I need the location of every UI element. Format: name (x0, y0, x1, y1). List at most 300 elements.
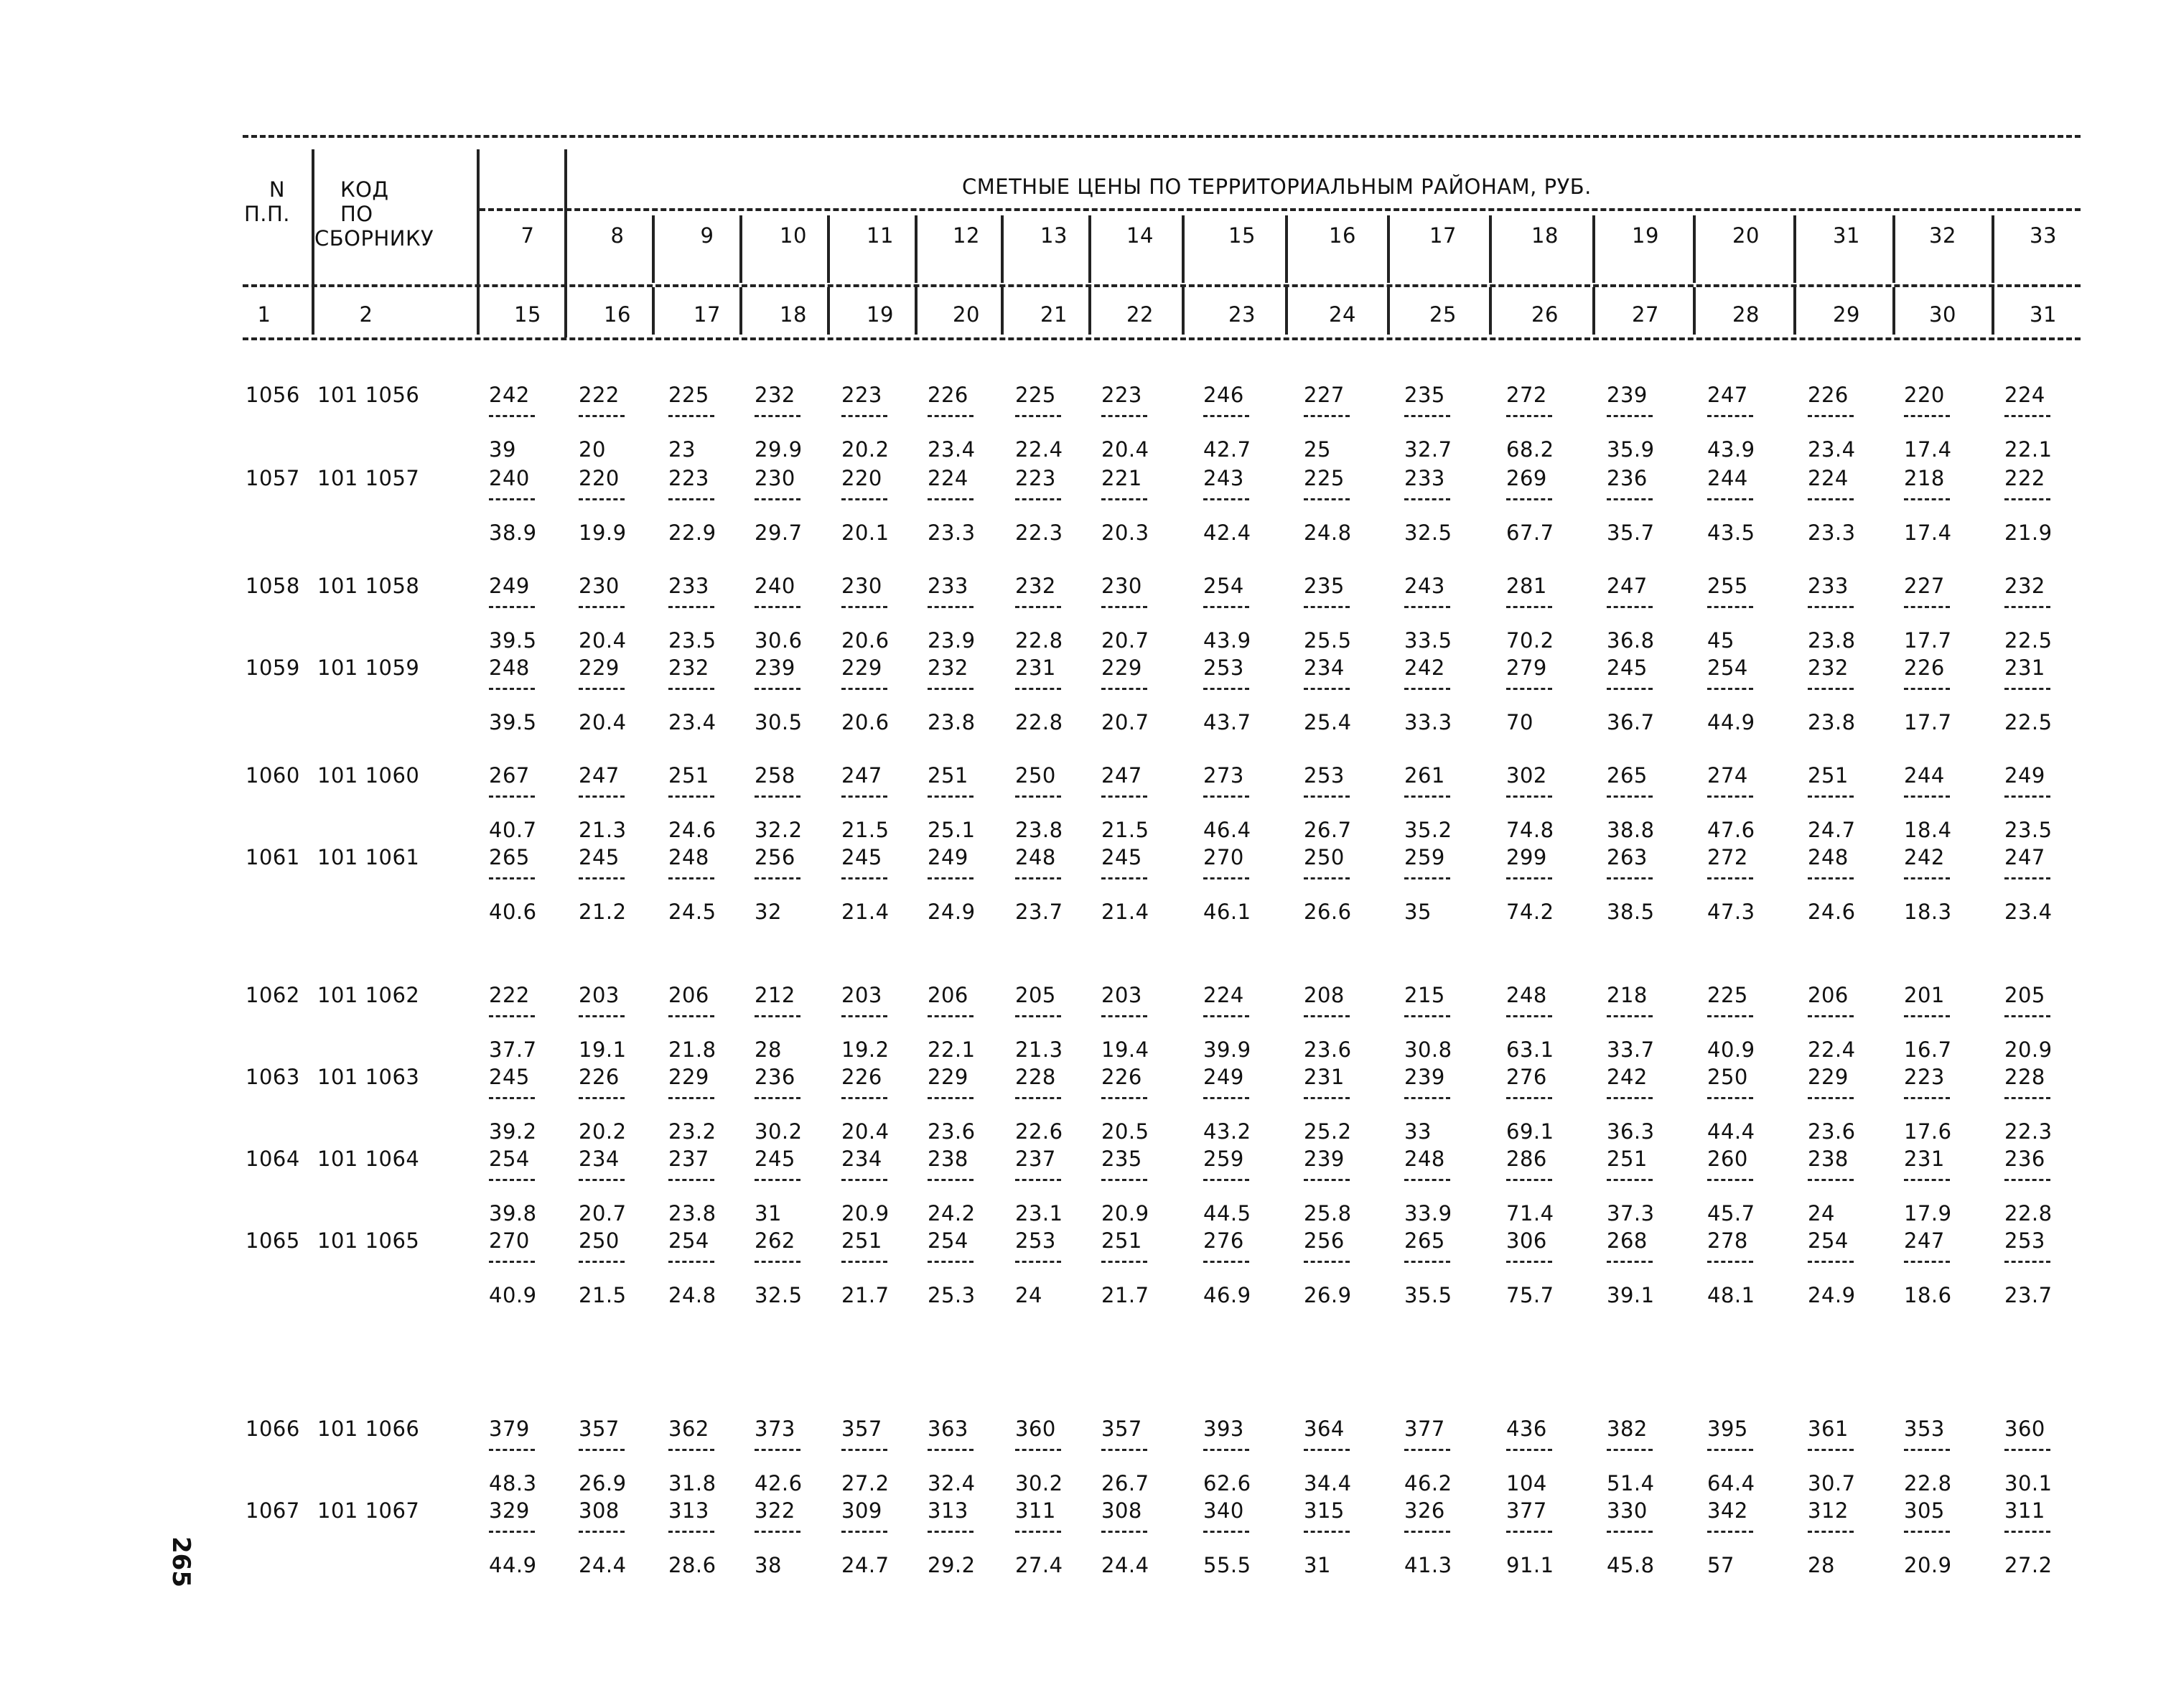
vertical-rule (1489, 215, 1492, 283)
fraction-line (1904, 1449, 1950, 1451)
row-code: 101 1058 (317, 574, 420, 598)
region-header-11: 17 (1429, 223, 1457, 248)
price-top-value: 232 (755, 383, 795, 407)
column-number-6: 20 (953, 302, 980, 327)
fraction-line (1404, 1531, 1450, 1533)
price-top-value: 220 (841, 466, 882, 490)
fraction-line (2004, 606, 2050, 608)
fraction-line (579, 415, 625, 417)
fraction-line (1404, 877, 1450, 879)
vertical-rule (915, 215, 918, 283)
vertical-rule (1892, 287, 1895, 335)
price-bottom-value: 42.6 (755, 1471, 803, 1495)
fraction-line (668, 415, 714, 417)
price-top-value: 223 (668, 466, 709, 490)
price-bottom-value: 23.3 (928, 521, 976, 545)
fraction-line (1808, 415, 1854, 417)
fraction-line (1304, 1179, 1350, 1181)
row-code: 101 1064 (317, 1147, 420, 1171)
fraction-line (1101, 795, 1147, 798)
fraction-line (1101, 1179, 1147, 1181)
price-bottom-value: 21.3 (1015, 1037, 1063, 1062)
price-bottom-value: 26.7 (1101, 1471, 1149, 1495)
fraction-line (1015, 1015, 1061, 1017)
price-bottom-value: 40.6 (489, 900, 537, 924)
price-bottom-value: 31 (755, 1201, 782, 1226)
price-bottom-value: 20.4 (579, 628, 627, 653)
row-code: 101 1067 (317, 1498, 420, 1523)
price-bottom-value: 24 (1015, 1283, 1042, 1307)
price-bottom-value: 35.9 (1607, 437, 1655, 462)
fraction-line (1607, 1097, 1653, 1099)
fraction-line (928, 1097, 974, 1099)
price-top-value: 251 (668, 763, 709, 788)
fraction-line (1015, 688, 1061, 690)
price-top-value: 240 (755, 574, 795, 598)
price-bottom-value: 22.8 (1015, 710, 1063, 734)
price-bottom-value: 91.1 (1506, 1553, 1554, 1577)
price-bottom-value: 70.2 (1506, 628, 1554, 653)
price-bottom-value: 26.7 (1304, 818, 1352, 842)
price-bottom-value: 33.5 (1404, 628, 1452, 653)
price-bottom-value: 23.6 (1808, 1119, 1856, 1144)
price-top-value: 224 (2004, 383, 2045, 407)
fraction-line (1808, 795, 1854, 798)
price-top-value: 208 (1304, 983, 1345, 1007)
fraction-line (755, 1261, 800, 1263)
row-number: 1063 (246, 1065, 300, 1089)
price-bottom-value: 29.9 (755, 437, 803, 462)
price-bottom-value: 24.9 (1808, 1283, 1856, 1307)
price-top-value: 235 (1101, 1147, 1142, 1171)
row-number: 1059 (246, 655, 300, 680)
price-top-value: 223 (1101, 383, 1142, 407)
row-number: 1057 (246, 466, 300, 490)
fraction-line (1404, 1261, 1450, 1263)
price-top-value: 260 (1707, 1147, 1748, 1171)
price-bottom-value: 25.2 (1304, 1119, 1352, 1144)
fraction-line (1015, 1261, 1061, 1263)
fraction-line (1203, 606, 1249, 608)
fraction-line (841, 688, 887, 690)
region-header-12: 18 (1531, 223, 1559, 248)
column-number-10: 24 (1329, 302, 1356, 327)
price-bottom-value: 24.5 (668, 900, 716, 924)
row-code: 101 1056 (317, 383, 420, 407)
row-code: 101 1059 (317, 655, 420, 680)
fraction-line (1808, 498, 1854, 500)
price-bottom-value: 57 (1707, 1553, 1735, 1577)
fraction-line (668, 606, 714, 608)
price-top-value: 286 (1506, 1147, 1547, 1171)
title-underline (480, 208, 2081, 211)
sborniku-label: СБОРНИКУ (314, 226, 434, 251)
fraction-line (1304, 795, 1350, 798)
fraction-line (489, 688, 535, 690)
fraction-line (1015, 877, 1061, 879)
price-top-value: 357 (579, 1417, 620, 1441)
price-bottom-value: 30.7 (1808, 1471, 1856, 1495)
fraction-line (2004, 415, 2050, 417)
price-top-value: 235 (1304, 574, 1345, 598)
price-bottom-value: 23.1 (1015, 1201, 1063, 1226)
price-bottom-value: 20.2 (841, 437, 890, 462)
price-bottom-value: 64.4 (1707, 1471, 1755, 1495)
price-top-value: 254 (489, 1147, 530, 1171)
price-bottom-value: 39.5 (489, 628, 537, 653)
price-bottom-value: 30.6 (755, 628, 803, 653)
fraction-line (755, 877, 800, 879)
row-number: 1058 (246, 574, 300, 598)
region-header-8: 14 (1126, 223, 1154, 248)
price-bottom-value: 21.7 (841, 1283, 890, 1307)
price-top-value: 228 (2004, 1065, 2045, 1089)
price-bottom-value: 71.4 (1506, 1201, 1554, 1226)
price-bottom-value: 21.5 (579, 1283, 627, 1307)
price-bottom-value: 40.9 (489, 1283, 537, 1307)
price-top-value: 248 (1015, 845, 1056, 869)
fraction-line (579, 498, 625, 500)
fraction-line (1707, 1449, 1753, 1451)
fraction-line (928, 1531, 974, 1533)
region-header-16: 32 (1929, 223, 1956, 248)
price-top-value: 278 (1707, 1228, 1748, 1253)
price-top-value: 226 (1808, 383, 1849, 407)
fraction-line (1203, 1015, 1249, 1017)
price-top-value: 373 (755, 1417, 795, 1441)
fraction-line (1015, 795, 1061, 798)
price-bottom-value: 36.3 (1607, 1119, 1655, 1144)
fraction-line (1304, 1449, 1350, 1451)
vertical-rule (827, 287, 830, 335)
price-top-value: 246 (1203, 383, 1244, 407)
fraction-line (755, 1097, 800, 1099)
price-bottom-value: 21.7 (1101, 1283, 1149, 1307)
price-top-value: 254 (668, 1228, 709, 1253)
fraction-line (928, 1261, 974, 1263)
price-top-value: 340 (1203, 1498, 1244, 1523)
price-top-value: 205 (1015, 983, 1056, 1007)
price-top-value: 236 (2004, 1147, 2045, 1171)
price-top-value: 203 (1101, 983, 1142, 1007)
price-bottom-value: 20.9 (2004, 1037, 2053, 1062)
price-bottom-value: 23.8 (1808, 710, 1856, 734)
fraction-line (1506, 1531, 1552, 1533)
fraction-line (1707, 1179, 1753, 1181)
price-top-value: 313 (668, 1498, 709, 1523)
price-bottom-value: 32.2 (755, 818, 803, 842)
fraction-line (489, 795, 535, 798)
price-top-value: 253 (1015, 1228, 1056, 1253)
price-bottom-value: 35.2 (1404, 818, 1452, 842)
price-bottom-value: 39 (489, 437, 516, 462)
pp-label: П.П. (243, 202, 291, 226)
price-top-value: 247 (1904, 1228, 1945, 1253)
price-bottom-value: 21.9 (2004, 521, 2053, 545)
price-bottom-value: 48.1 (1707, 1283, 1755, 1307)
price-bottom-value: 32.7 (1404, 437, 1452, 462)
fraction-line (1808, 877, 1854, 879)
price-top-value: 242 (1404, 655, 1445, 680)
price-bottom-value: 30.5 (755, 710, 803, 734)
price-bottom-value: 21.8 (668, 1037, 716, 1062)
vertical-rule (739, 287, 742, 335)
price-bottom-value: 28 (755, 1037, 782, 1062)
price-bottom-value: 62.6 (1203, 1471, 1251, 1495)
col-num-1: 1 (257, 302, 271, 327)
price-bottom-value: 32.5 (1404, 521, 1452, 545)
price-bottom-value: 26.6 (1304, 900, 1352, 924)
price-bottom-value: 38 (755, 1553, 782, 1577)
fraction-line (1707, 606, 1753, 608)
price-bottom-value: 43.9 (1203, 628, 1251, 653)
price-bottom-value: 22.4 (1808, 1037, 1856, 1062)
fraction-line (2004, 1449, 2050, 1451)
price-bottom-value: 36.7 (1607, 710, 1655, 734)
price-bottom-value: 22.1 (2004, 437, 2053, 462)
row-code: 101 1061 (317, 845, 420, 869)
fraction-line (841, 498, 887, 500)
price-bottom-value: 30.1 (2004, 1471, 2053, 1495)
price-bottom-value: 25.1 (928, 818, 976, 842)
price-top-value: 231 (1015, 655, 1056, 680)
price-bottom-value: 44.4 (1707, 1119, 1755, 1144)
fraction-line (1404, 415, 1450, 417)
price-bottom-value: 21.3 (579, 818, 627, 842)
fraction-line (579, 877, 625, 879)
price-top-value: 248 (1808, 845, 1849, 869)
price-bottom-value: 29.7 (755, 521, 803, 545)
fraction-line (841, 1179, 887, 1181)
price-bottom-value: 23.6 (1304, 1037, 1352, 1062)
price-bottom-value: 24.7 (841, 1553, 890, 1577)
region-header-3: 9 (700, 223, 714, 248)
price-top-value: 360 (2004, 1417, 2045, 1441)
price-bottom-value: 30.8 (1404, 1037, 1452, 1062)
fraction-line (489, 877, 535, 879)
fraction-line (1304, 1531, 1350, 1533)
price-bottom-value: 70 (1506, 710, 1533, 734)
price-bottom-value: 20.9 (1101, 1201, 1149, 1226)
price-bottom-value: 20.9 (1904, 1553, 1952, 1577)
price-bottom-value: 41.3 (1404, 1553, 1452, 1577)
row-code: 101 1065 (317, 1228, 420, 1253)
price-top-value: 254 (1808, 1228, 1849, 1253)
n-label: N (269, 177, 286, 202)
price-top-value: 253 (1203, 655, 1244, 680)
fraction-line (1707, 1097, 1753, 1099)
price-top-value: 248 (668, 845, 709, 869)
fraction-line (841, 1097, 887, 1099)
price-bottom-value: 27.2 (841, 1471, 890, 1495)
price-bottom-value: 23.3 (1808, 521, 1856, 545)
fraction-line (489, 415, 535, 417)
price-top-value: 239 (1404, 1065, 1445, 1089)
price-top-value: 256 (1304, 1228, 1345, 1253)
fraction-line (1404, 1449, 1450, 1451)
price-top-value: 265 (1404, 1228, 1445, 1253)
price-top-value: 357 (1101, 1417, 1142, 1441)
price-bottom-value: 24.4 (1101, 1553, 1149, 1577)
price-bottom-value: 40.7 (489, 818, 537, 842)
price-bottom-value: 17.9 (1904, 1201, 1952, 1226)
price-top-value: 232 (1015, 574, 1056, 598)
price-bottom-value: 23.8 (1808, 628, 1856, 653)
column-number-8: 22 (1126, 302, 1154, 327)
price-top-value: 330 (1607, 1498, 1648, 1523)
fraction-line (1203, 1449, 1249, 1451)
price-bottom-value: 42.4 (1203, 521, 1251, 545)
price-bottom-value: 40.9 (1707, 1037, 1755, 1062)
row-code: 101 1062 (317, 983, 420, 1007)
vertical-rule (1182, 287, 1185, 335)
price-top-value: 253 (1304, 763, 1345, 788)
fraction-line (1607, 415, 1653, 417)
fraction-line (1904, 1179, 1950, 1181)
fraction-line (1904, 1261, 1950, 1263)
fraction-line (755, 1531, 800, 1533)
fraction-line (2004, 688, 2050, 690)
price-top-value: 254 (1707, 655, 1748, 680)
fraction-line (1101, 1097, 1147, 1099)
price-top-value: 322 (755, 1498, 795, 1523)
region-header-7: 13 (1040, 223, 1068, 248)
fraction-line (2004, 1097, 2050, 1099)
price-bottom-value: 17.4 (1904, 437, 1952, 462)
price-bottom-value: 20.3 (1101, 521, 1149, 545)
price-bottom-value: 25.4 (1304, 710, 1352, 734)
price-bottom-value: 33.3 (1404, 710, 1452, 734)
fraction-line (755, 498, 800, 500)
price-bottom-value: 22.8 (1015, 628, 1063, 653)
price-top-value: 212 (755, 983, 795, 1007)
fraction-line (755, 415, 800, 417)
row-number: 1064 (246, 1147, 300, 1171)
fraction-line (1203, 498, 1249, 500)
price-bottom-value: 75.7 (1506, 1283, 1554, 1307)
price-bottom-value: 22.6 (1015, 1119, 1063, 1144)
price-bottom-value: 23.5 (668, 628, 716, 653)
row-code: 101 1066 (317, 1417, 420, 1441)
price-top-value: 311 (2004, 1498, 2045, 1523)
price-bottom-value: 19.9 (579, 521, 627, 545)
price-bottom-value: 33 (1404, 1119, 1432, 1144)
vertical-rule (1693, 287, 1696, 335)
fraction-line (2004, 1531, 2050, 1533)
price-top-value: 245 (755, 1147, 795, 1171)
fraction-line (1101, 498, 1147, 500)
fraction-line (668, 1531, 714, 1533)
price-bottom-value: 18.4 (1904, 818, 1952, 842)
vertical-rule (1088, 215, 1091, 283)
table-top-rule (243, 135, 2081, 138)
price-top-value: 274 (1707, 763, 1748, 788)
price-top-value: 235 (1404, 383, 1445, 407)
price-bottom-value: 23.5 (2004, 818, 2053, 842)
price-top-value: 305 (1904, 1498, 1945, 1523)
fraction-line (928, 606, 974, 608)
price-bottom-value: 23 (668, 437, 696, 462)
fraction-line (1304, 688, 1350, 690)
region-header-13: 19 (1632, 223, 1659, 248)
price-top-value: 308 (1101, 1498, 1142, 1523)
fraction-line (668, 1449, 714, 1451)
fraction-line (1101, 1015, 1147, 1017)
fraction-line (1904, 688, 1950, 690)
price-bottom-value: 17.7 (1904, 710, 1952, 734)
vertical-rule (1387, 287, 1390, 335)
fraction-line (1707, 688, 1753, 690)
price-top-value: 234 (841, 1147, 882, 1171)
fraction-line (1607, 1531, 1653, 1533)
fraction-line (1607, 688, 1653, 690)
fraction-line (489, 1179, 535, 1181)
price-top-value: 231 (2004, 655, 2045, 680)
vertical-rule (1992, 215, 1994, 283)
fraction-line (579, 1097, 625, 1099)
fraction-line (1404, 1179, 1450, 1181)
price-top-value: 226 (841, 1065, 882, 1089)
vertical-rule (1992, 287, 1994, 335)
price-bottom-value: 21.5 (841, 818, 890, 842)
price-top-value: 245 (841, 845, 882, 869)
price-bottom-value: 20.1 (841, 521, 890, 545)
price-bottom-value: 39.9 (1203, 1037, 1251, 1062)
price-top-value: 247 (1101, 763, 1142, 788)
price-top-value: 250 (1707, 1065, 1748, 1089)
fraction-line (579, 1015, 625, 1017)
price-bottom-value: 44.9 (489, 1553, 537, 1577)
fraction-line (1015, 1449, 1061, 1451)
fraction-line (1607, 1261, 1653, 1263)
price-top-value: 249 (489, 574, 530, 598)
price-bottom-value: 17.7 (1904, 628, 1952, 653)
price-top-value: 315 (1304, 1498, 1345, 1523)
vertical-rule (312, 149, 314, 290)
vertical-rule (1592, 215, 1595, 283)
price-bottom-value: 25.5 (1304, 628, 1352, 653)
price-bottom-value: 63.1 (1506, 1037, 1554, 1062)
price-top-value: 229 (841, 655, 882, 680)
fraction-line (1506, 795, 1552, 798)
price-bottom-value: 47.6 (1707, 818, 1755, 842)
fraction-line (1203, 1097, 1249, 1099)
fraction-line (489, 498, 535, 500)
price-bottom-value: 23.4 (928, 437, 976, 462)
page-number: 265 (167, 1536, 195, 1587)
price-top-value: 222 (579, 383, 620, 407)
header-bottom-rule (243, 337, 2081, 340)
fraction-line (2004, 877, 2050, 879)
price-top-value: 226 (1101, 1065, 1142, 1089)
price-bottom-value: 24.9 (928, 900, 976, 924)
price-top-value: 255 (1707, 574, 1748, 598)
price-top-value: 251 (928, 763, 968, 788)
price-top-value: 249 (2004, 763, 2045, 788)
price-bottom-value: 17.6 (1904, 1119, 1952, 1144)
column-number-11: 25 (1429, 302, 1457, 327)
price-bottom-value: 23.6 (928, 1119, 976, 1144)
price-top-value: 223 (1015, 466, 1056, 490)
price-top-value: 306 (1506, 1228, 1547, 1253)
price-top-value: 232 (928, 655, 968, 680)
col-num-2: 2 (359, 302, 373, 327)
fraction-line (1808, 1097, 1854, 1099)
price-bottom-value: 34.4 (1304, 1471, 1352, 1495)
price-bottom-value: 20.6 (841, 710, 890, 734)
price-top-value: 236 (1607, 466, 1648, 490)
price-bottom-value: 23.4 (668, 710, 716, 734)
